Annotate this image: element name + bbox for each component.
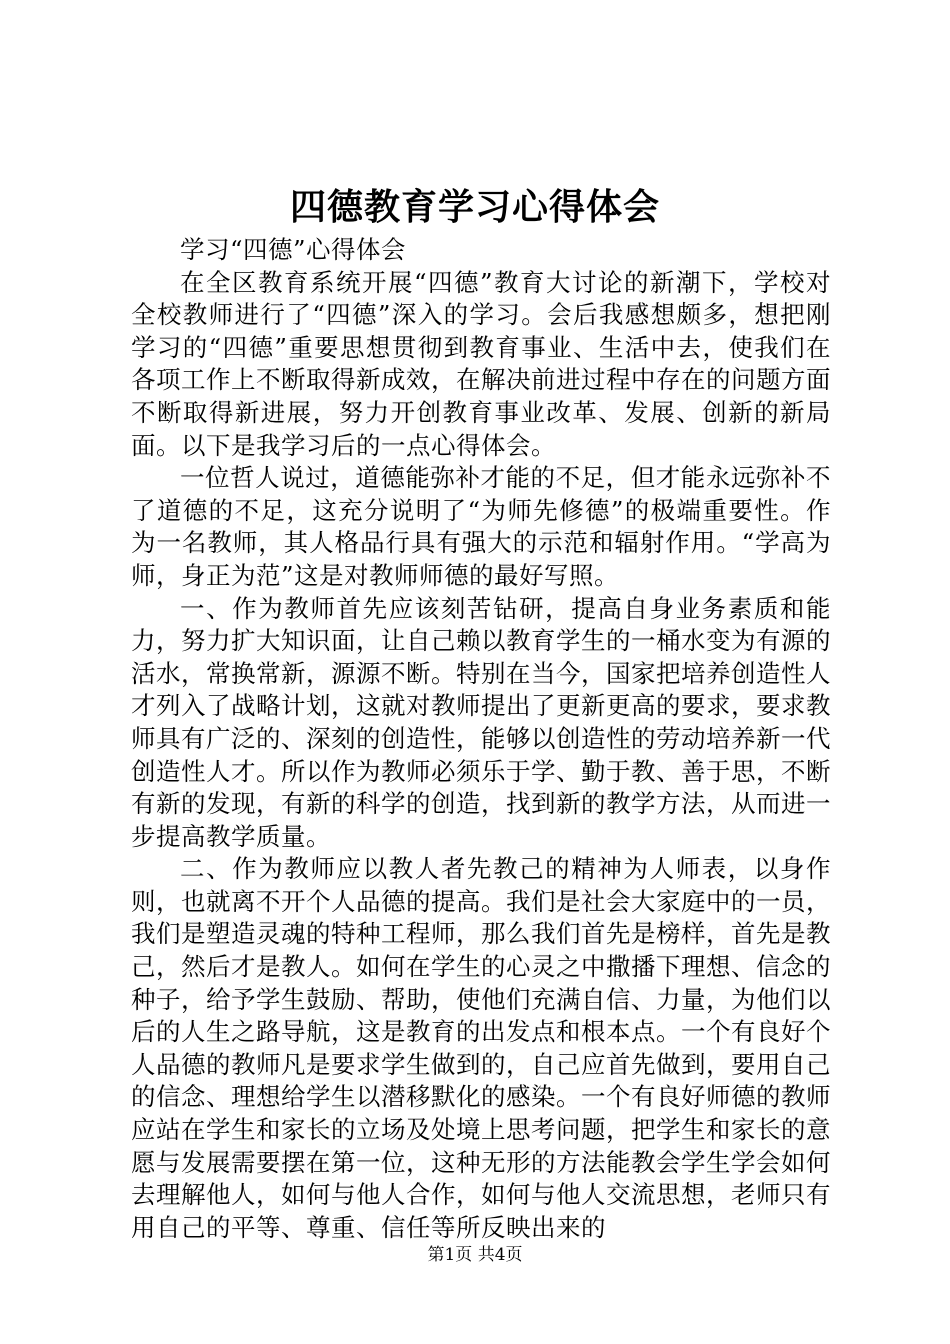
- body-paragraph: 二、作为教师应以教人者先教己的精神为人师表，以身作则，也就离不开个人品德的提高。我们是社会大家庭中的一员，我们是塑造灵魂的特种工程师，那么我们首先是榜样，首先是教己，然后才是教人。如何在学生的心灵之中撒播下理想、信念的种子，给予学生鼓励、帮助，使他们充满自信、力量，为他们以后的人生之路导航，这是教育的出发点和根本点。一个有良好个人品德的教师凡是要求学生做到的，自己应首先做到，要用自己的信念、理想给学生以潜移默化的感染。一个有良好师德的教师应站在学生和家长的立场及处境上思考问题，把学生和家长的意愿与发展需要摆在第一位，这种无形的方法能教会学生学会如何去理解他人，如何与他人合作，如何与他人交流思想，老师只有用自己的平等、尊重、信任等所反映出来的: [131, 854, 831, 1242]
- body-paragraph: 一、作为教师首先应该刻苦钻研，提高自身业务素质和能力，努力扩大知识面，让自己赖以教育学生的一桶水变为有源的活水，常换常新，源源不断。特别在当今，国家把培养创造性人才列入了战略计划，这就对教师提出了更新更高的要求，要求教师具有广泛的、深刻的创造性，能够以创造性的劳动培养新一代创造性人才。所以作为教师必须乐于学、勤于教、善于思，不断有新的发现，有新的科学的创造，找到新的教学方法，从而进一步提高教学质量。: [131, 593, 831, 851]
- body-paragraph: 一位哲人说过，道德能弥补才能的不足，但才能永远弥补不了道德的不足，这充分说明了“为师先修德”的极端重要性。作为一名教师，其人格品行具有强大的示范和辐射作用。“学高为师，身正为范”这是对教师师德的最好写照。: [131, 463, 831, 590]
- document-body: [131, 234, 831, 1244]
- subtitle-paragraph: 学习“四德”心得体会: [180, 235, 407, 264]
- body-paragraph: 在全区教育系统开展“四德”教育大讨论的新潮下，学校对全校教师进行了“四德”深入的学习。会后我感想颇多，想把刚学习的“四德”重要思想贯彻到教育事业、生活中去，使我们在各项工作上不断取得新成效，在解决前进过程中存在的问题方面不断取得新进展，努力开创教育事业改革、发展、创新的新局面。以下是我学习后的一点心得体会。: [131, 267, 831, 460]
- document-title: 四德教育学习心得体会: [289, 187, 660, 228]
- page-number-footer: 第1页 共4页: [427, 1245, 523, 1265]
